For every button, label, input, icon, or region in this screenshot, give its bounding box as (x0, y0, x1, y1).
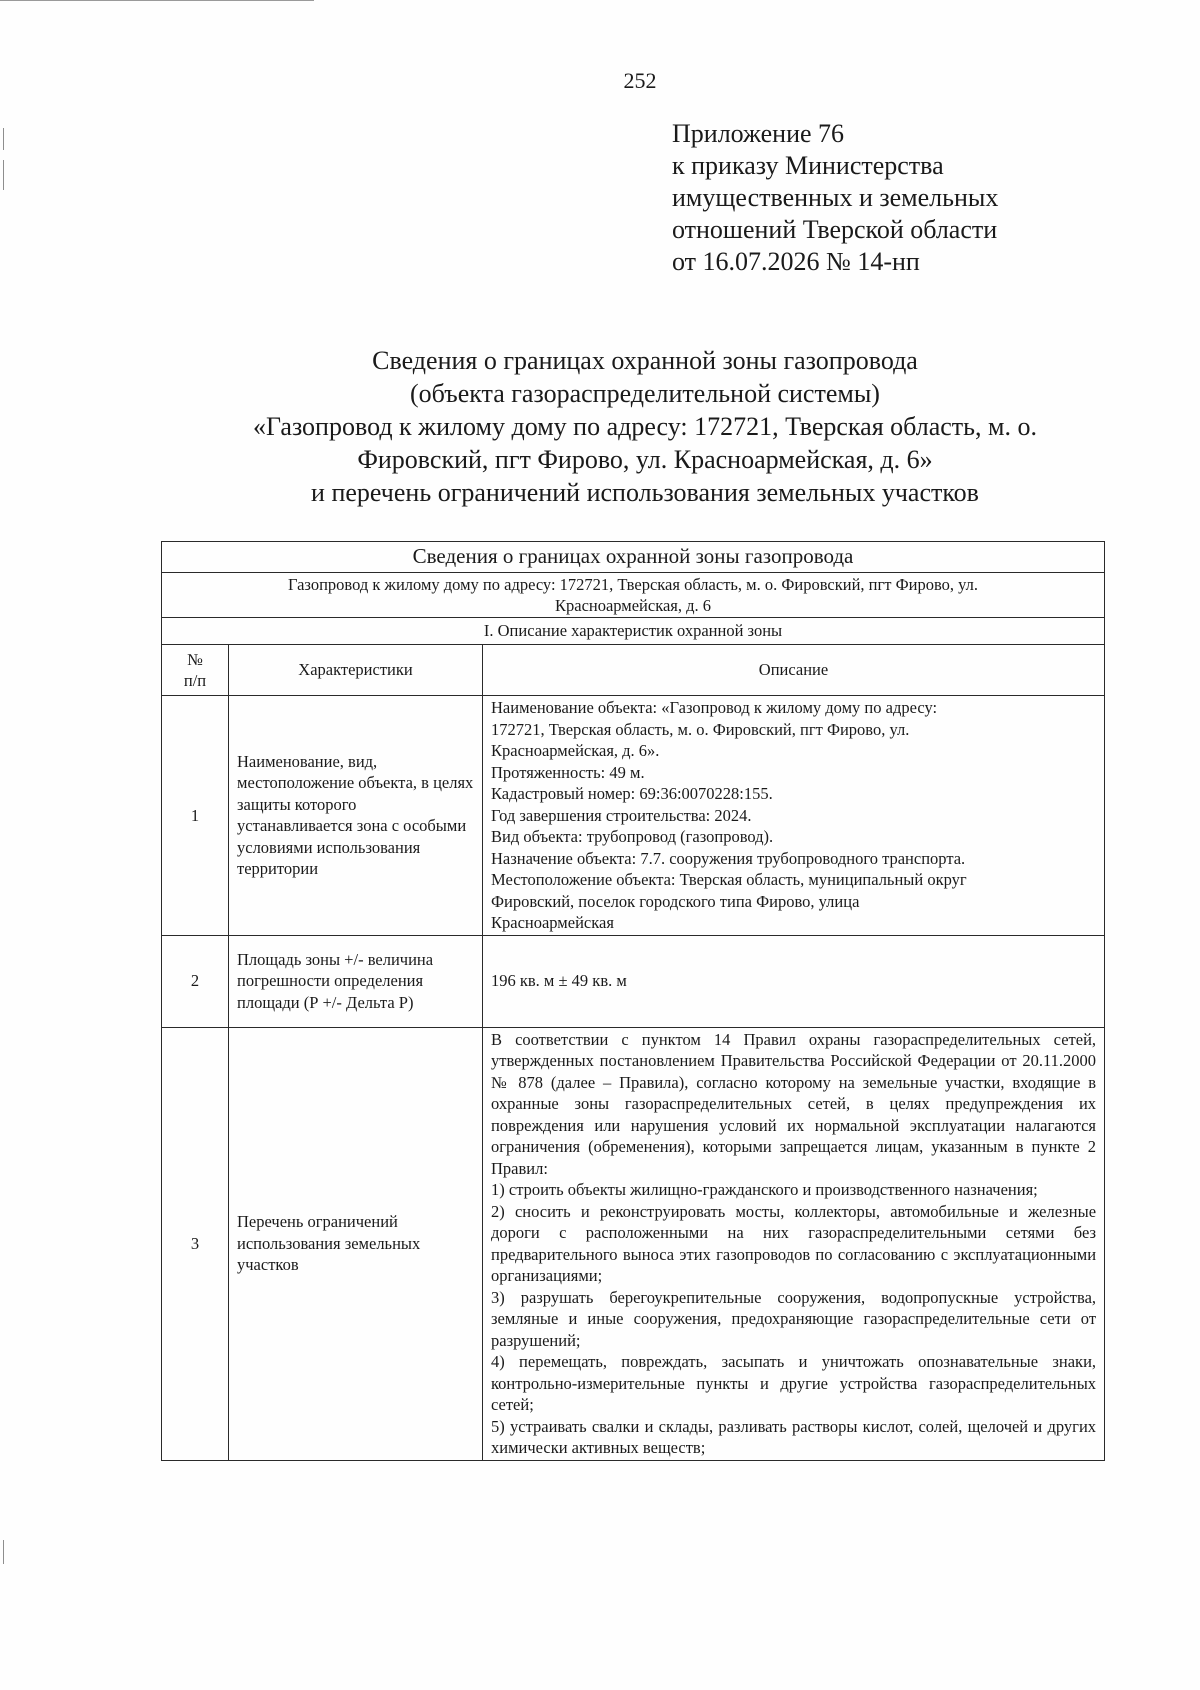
description-line: Кадастровый номер: 69:36:0070228:155. (491, 784, 773, 803)
table-row (162, 935, 1105, 1027)
row-characteristic: Наименование, вид, местоположение объекта, в целях защиты которого устанавливается зона с особыми условиями использования территории (229, 696, 483, 936)
description-line: Вид объекта: трубопровод (газопровод). (491, 827, 774, 846)
header-num (162, 645, 229, 696)
description-line: Красноармейская, д. 6». (491, 741, 660, 760)
row-characteristic: Площадь зоны +/- величина погрешности определения площади (Р +/- Дельта Р) (229, 935, 483, 1027)
description-line: 172721, Тверская область, м. о. Фировский, пгт Фирово, ул. (491, 719, 910, 739)
title-line: и перечень ограничений использования земельных участков (311, 478, 979, 507)
object-name-line: Газопровод к жилому дому по адресу: 172721, Тверская область, м. о. Фировский, пгт Фирово, ул. (287, 574, 979, 594)
appendix-header (672, 118, 1092, 278)
row-description (483, 1027, 1105, 1460)
description-line: Красноармейская (491, 913, 614, 932)
appendix-line: отношений Тверской области (672, 215, 998, 244)
row-description (483, 696, 1105, 936)
row-description: 196 кв. м ± 49 кв. м (483, 935, 1105, 1027)
document-title (150, 344, 1140, 509)
description-paragraph: 2) сносить и реконструировать мосты, коллекторы, автомобильные и железные дороги с расположенными на них газораспределительными сетями без предварительного выноса этих газопроводов по согласованию с эксплуатационными организациями; (491, 1201, 1097, 1285)
description-paragraph: 4) перемещать, повреждать, засыпать и уничтожать опознавательные знаки, контрольно-измерительные пункты и другие устройства газораспределительных сетей; (491, 1352, 1097, 1414)
title-line: Сведения о границах охранной зоны газопровода (372, 346, 918, 375)
scan-edge-left-mark (3, 128, 4, 150)
description-paragraph: 3) разрушать берегоукрепительные сооружения, водопропускные устройства, земляные и иные сооружения, предохраняющие газораспределительные сети от разрушений; (491, 1287, 1097, 1350)
table-header-row (162, 645, 1105, 696)
appendix-line: Приложение 76 (672, 119, 845, 148)
title-line: (объекта газораспределительной системы) (410, 379, 880, 408)
description-line: Фировский, поселок городского типа Фирово, улица (491, 891, 860, 911)
protection-zone-table (161, 541, 1105, 1461)
row-number: 3 (162, 1027, 229, 1460)
appendix-line: к приказу Министерства (672, 151, 944, 180)
table-object-name (162, 573, 1105, 618)
object-name-line: Красноармейская, д. 6 (554, 596, 712, 615)
row-number: 1 (162, 696, 229, 936)
description-paragraph: В соответствии с пунктом 14 Правил охраны газораспределительных сетей, утвержденных постановлением Правительства Российской Федерации от 20.11.2000 № 878 (далее – Правила), согласно которому на земельные участки, входящие в охранные зоны газораспределительных сетей, в целях предупреждения их повреждения или нарушения условий их нормальной эксплуатации налагаются ограничения (обременения), которыми запрещается лицам, указанным в пункте 2 Правил: (491, 1029, 1097, 1178)
row-number: 2 (162, 935, 229, 1027)
header-characteristics: Характеристики (229, 645, 483, 696)
table-row (162, 1027, 1105, 1460)
appendix-line: от 16.07.2026 № 14-нп (672, 247, 920, 276)
description-line: Назначение объекта: 7.7. сооружения трубопроводного транспорта. (491, 848, 966, 868)
scan-edge-left-mark (3, 1540, 4, 1564)
table-part-title: I. Описание характеристик охранной зоны (162, 618, 1105, 645)
table-row (162, 696, 1105, 936)
header-num-line: п/п (183, 671, 207, 690)
title-line: «Газопровод к жилому дому по адресу: 172721, Тверская область, м. о. (253, 412, 1037, 441)
description-paragraph: 5) устраивать свалки и склады, разливать растворы кислот, солей, щелочей и других химически активных веществ; (491, 1416, 1097, 1457)
description-line: Протяженность: 49 м. (491, 762, 645, 782)
appendix-line: имущественных и земельных (672, 183, 999, 212)
title-line: Фировский, пгт Фирово, ул. Красноармейская, д. 6» (357, 445, 933, 474)
table-part-row (162, 618, 1105, 645)
table-section-title-row (162, 542, 1105, 573)
page-number: 252 (623, 68, 657, 93)
row-characteristic: Перечень ограничений использования земельных участков (229, 1027, 483, 1460)
scan-edge-left-mark (3, 160, 4, 190)
description-paragraph: 1) строить объекты жилищно-гражданского и производственного назначения; (491, 1180, 1038, 1199)
description-line: Год завершения строительства: 2024. (491, 805, 752, 825)
table-section-title: Сведения о границах охранной зоны газопровода (162, 542, 1105, 573)
description-line: Местоположение объекта: Тверская область, муниципальный округ (491, 870, 967, 889)
description-line: Наименование объекта: «Газопровод к жилому дому по адресу: (491, 698, 938, 717)
table-object-row (162, 573, 1105, 618)
header-description: Описание (483, 645, 1105, 696)
header-num-line: № (187, 649, 203, 669)
scan-edge-top (0, 0, 314, 3)
